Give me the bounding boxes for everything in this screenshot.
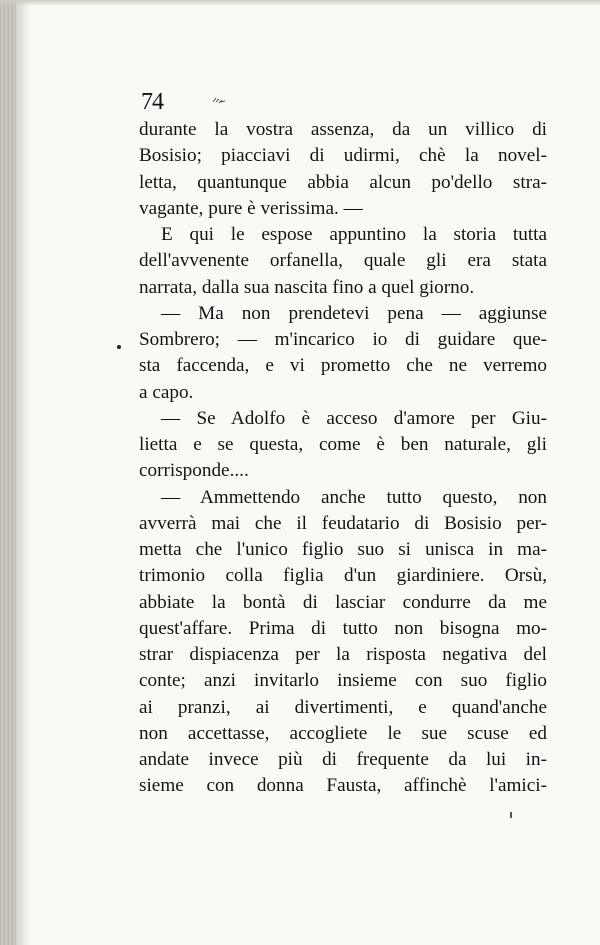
text-line: metta che l'unico figlio suo si unisca in ma- [139, 539, 547, 560]
text-line: trimonio colla figlia d'un giardiniere. Orsù, [139, 565, 547, 587]
gutter-shadow [16, 0, 30, 945]
text-line: strar dispiacenza per la risposta negativa del [139, 644, 547, 665]
ink-mark [510, 812, 512, 818]
text-line: narrata, dalla sua nascita fino a quel giorno. [139, 276, 475, 298]
text-line: — Se Adolfo è acceso d'amore per Giu- [161, 407, 547, 429]
text-line: conte; anzi invitarlo insieme con suo figlio [139, 670, 547, 692]
text-line: — Ma non prendetevi pena — aggiunse [161, 302, 547, 324]
text-line: ai pranzi, ai divertimenti, e quand'anche [139, 696, 547, 718]
text-line: sta faccenda, e vi prometto che ne verremo [139, 355, 547, 377]
text-line: Sombrero; — m'incarico io di guidare que- [139, 329, 547, 350]
ink-speck [117, 345, 121, 349]
text-line: — Ammettendo anche tutto questo, non [161, 486, 547, 508]
binding-gutter [0, 0, 16, 945]
text-line: E qui le espose appuntino la storia tutta [161, 224, 547, 245]
text-line: dell'avvenente orfanella, quale gli era stata [139, 250, 547, 272]
text-line: durante la vostra assenza, da un villico di [139, 119, 547, 140]
body-text [139, 117, 547, 800]
printer-mark-icon [212, 96, 226, 106]
text-line: corrisponde.... [139, 460, 249, 482]
text-line: lietta e se questa, come è ben naturale, gli [139, 434, 547, 455]
text-line: sieme con donna Fausta, affinchè l'amici- [139, 775, 547, 797]
page-number: 74 [141, 89, 163, 115]
text-line: a capo. [139, 381, 194, 403]
text-line: vagante, pure è verissima. — [139, 197, 363, 219]
text-line: Bosisio; piacciavi di udirmi, chè la novel- [139, 145, 547, 167]
text-line: avverrà mai che il feudatario di Bosisio per- [139, 512, 547, 534]
page-top-edge [0, 0, 600, 6]
text-line: abbiate la bontà di lasciar condurre da me [139, 591, 547, 613]
text-line: andate invece più di frequente da lui in- [139, 749, 547, 770]
text-line: non accettasse, accogliete le sue scuse ed [139, 722, 547, 744]
text-line: letta, quantunque abbia alcun po'dello stra- [139, 171, 547, 193]
text-line: quest'affare. Prima di tutto non bisogna mo- [139, 617, 547, 639]
